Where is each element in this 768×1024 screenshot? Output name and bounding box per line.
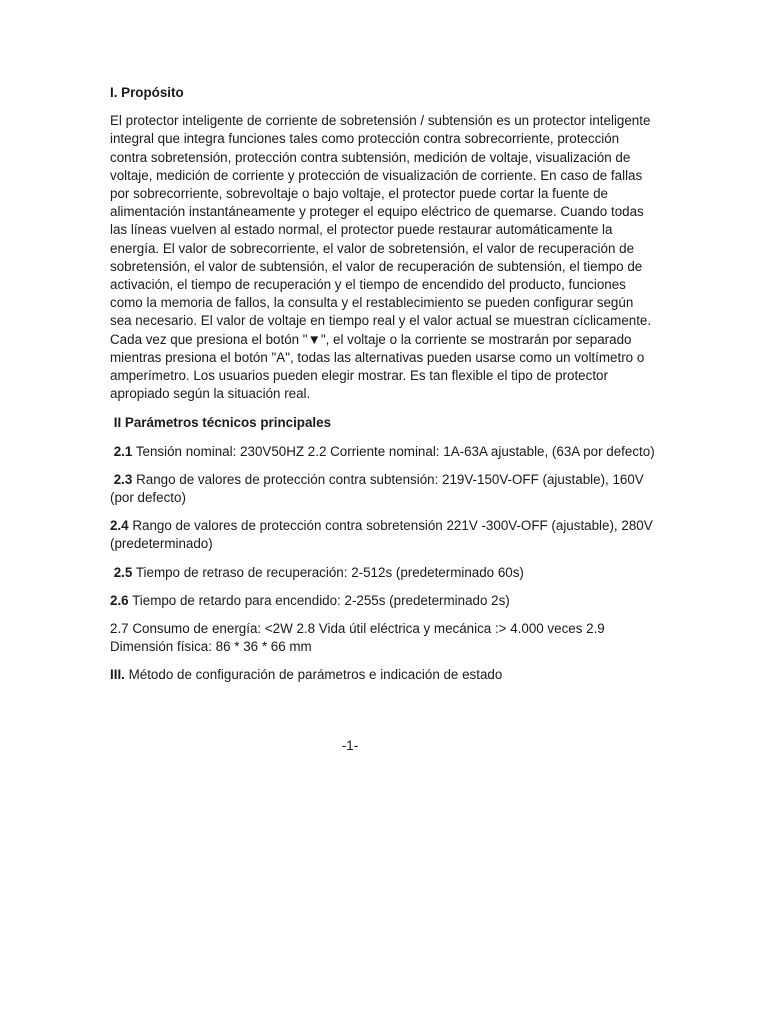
parameter-text: Tensión nominal: 230V50HZ 2.2 Corriente nominal: 1A-63A ajustable, (63A por defecto) <box>132 443 655 459</box>
parameter-number: 2.4 <box>110 518 129 534</box>
parameter-number: 2.5 <box>113 564 133 580</box>
document-body <box>110 84 658 695</box>
parameter-item <box>110 564 658 582</box>
parameter-item <box>110 471 658 507</box>
parameter-text: Rango de valores de protección contra subtensión: 219V-150V-OFF (ajustable), 160V (por defecto) <box>110 471 644 506</box>
parameter-number: 2.6 <box>110 592 129 608</box>
section-title: Método de configuración de parámetros e indicación de estado <box>124 667 503 683</box>
purpose-paragraph: El protector inteligente de corriente de sobretensión / subtensión es un protector inteligente integral que integra funciones tales como protección contra sobrecorriente, protección contra sobretensión, protección contra subtensión, medición de voltaje, visualización de voltaje, medición de corriente y protección de visualización de corriente. En caso de fallas por sobrecorriente, sobrevoltaje o bajo voltaje, el protector puede cortar la fuente de alimentación instantáneamente y proteger el equipo eléctrico de quemarse. Cuando todas las líneas vuelven al estado normal, el protector puede restaurar automáticamente la energía. El valor de sobrecorriente, el valor de sobretensión, el valor de recuperación de sobretensión, el valor de subtensión, el valor de recuperación de subtensión, el tiempo de activación, el tiempo de recuperación y el tiempo de encendido del producto, funciones como la memoria de fallos, la consulta y el restablecimiento se pueden configurar según sea necesario. El valor de voltaje en tiempo real y el valor actual se muestran cíclicamente. Cada vez que presiona el botón "▼", el voltaje o la corriente se mostrarán por separado mientras presiona el botón "A", todas las alternativas pueden usarse como un voltímetro o amperímetro. Los usuarios pueden elegir mostrar. Es tan flexible el tipo de protector apropiado según la situación real. <box>110 113 652 402</box>
section-heading-purpose: I. Propósito <box>110 85 184 100</box>
page-number: -1- <box>341 738 359 753</box>
section-heading-configuration <box>110 666 658 684</box>
parameter-text: Tiempo de retardo para encendido: 2-255s (predeterminado 2s) <box>128 592 510 608</box>
parameter-item <box>110 443 658 461</box>
parameter-text: Rango de valores de protección contra sobretensión 221V -300V-OFF (ajustable), 280V (predeterminado) <box>110 518 653 552</box>
parameter-item-consumption: 2.7 Consumo de energía: <2W 2.8 Vida útil eléctrica y mecánica :> 4.000 veces 2.9 Dimensión física: 86 * 36 * 66 mm <box>110 621 605 655</box>
parameter-text: Tiempo de retraso de recuperación: 2-512s (predeterminado 60s) <box>132 564 524 580</box>
parameter-number: 2.1 <box>113 443 133 459</box>
parameter-item <box>110 592 658 610</box>
parameter-item <box>110 517 658 553</box>
parameter-number: 2.3 <box>113 471 133 487</box>
section-heading-technical-parameters: II Parámetros técnicos principales <box>110 415 332 431</box>
section-number: III. <box>110 667 125 683</box>
